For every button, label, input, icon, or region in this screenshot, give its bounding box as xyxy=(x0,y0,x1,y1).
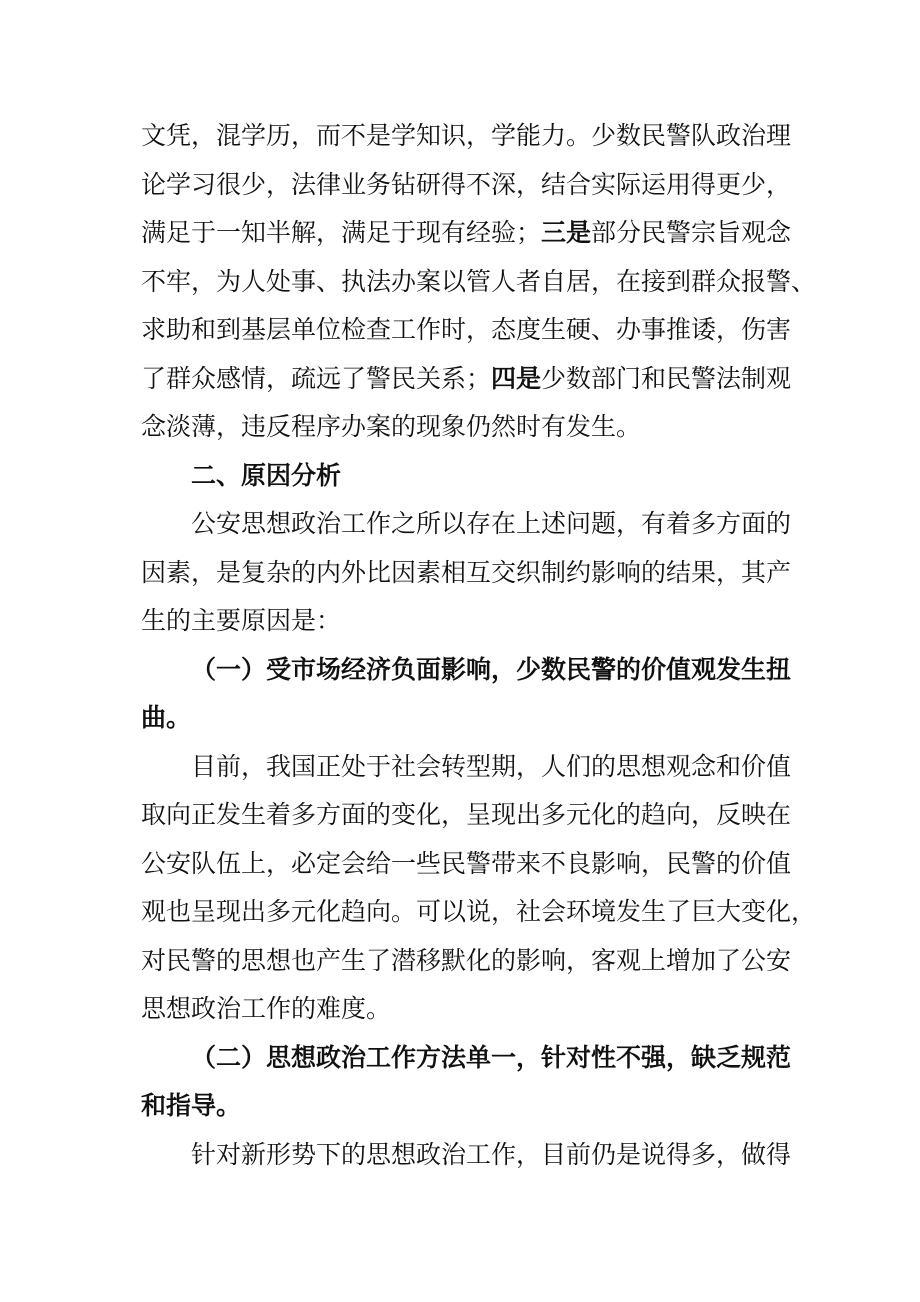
text-line: 文凭，混学历，而不是学知识，学能力。少数民警队政治理 xyxy=(141,121,792,150)
text-run: 满足于一知半解，满足于现有经验； xyxy=(141,218,542,247)
text-line: 公安队伍上，必定会给一些民警带来不良影响，民警的价值 xyxy=(141,848,792,878)
text-line: 观也呈现出多元化趋向。可以说，社会环境发生了巨大变化， xyxy=(141,897,817,926)
text-line: 思想政治工作的难度。 xyxy=(141,994,392,1023)
bold-ordinal: 三是 xyxy=(541,218,592,247)
bold-ordinal: 四是 xyxy=(491,363,542,393)
text-run: 少数部门和民警法制观 xyxy=(541,363,792,393)
paragraph-cause-intro xyxy=(141,500,792,646)
text-line: 取向正发生着多方面的变化，呈现出多元化的趋向，反映在 xyxy=(141,800,792,829)
paragraph-social-transition xyxy=(141,743,817,1034)
text-line xyxy=(141,355,792,404)
text-line: 对民警的思想也产生了潜移默化的影响，客观上增加了公安 xyxy=(141,945,792,975)
document-body xyxy=(141,112,817,1179)
text-line: 目前，我国正处于社会转型期，人们的思想观念和价值 xyxy=(191,751,792,781)
text-line: 针对新形势下的思想政治工作，目前仍是说得多，做得 xyxy=(191,1139,792,1169)
text-line: 公安思想政治工作之所以存在上述问题，有着多方面的 xyxy=(191,509,792,538)
section-heading: 二、原因分析 xyxy=(191,460,342,490)
paragraph-new-situation xyxy=(141,1131,792,1180)
subheading-work-methods xyxy=(141,1034,792,1131)
text-line: 因素，是复杂的内外比因素相互交织制约影响的结果，其产 xyxy=(141,557,792,587)
text-line: 求助和到基层单位检查工作时，态度生硬、办事推诿，伤害 xyxy=(141,315,792,344)
text-run: 部分民警宗旨观念 xyxy=(591,218,792,247)
text-line xyxy=(141,209,792,258)
text-line: 念淡薄，违反程序办案的现象仍然时有发生。 xyxy=(141,412,642,441)
text-line: 论学习很少，法律业务钻研得不深，结合实际运用得更少， xyxy=(141,169,792,199)
text-run: 了群众感情，疏远了警民关系； xyxy=(141,363,492,393)
text-line: 不牢，为人处事、执法办案以管人者自居，在接到群众报警、 xyxy=(141,266,817,296)
subheading-line: 曲。 xyxy=(141,703,192,732)
text-line: 生的主要原因是： xyxy=(141,606,342,635)
subheading-line: （一）受市场经济负面影响，少数民警的价值观发生扭 xyxy=(191,654,792,684)
paragraph-problems-continued xyxy=(141,112,817,452)
subheading-line: （二）思想政治工作方法单一，针对性不强，缺乏规范 xyxy=(191,1042,792,1072)
subheading-market-economy xyxy=(141,646,792,743)
subheading-line: 和指导。 xyxy=(141,1091,242,1120)
